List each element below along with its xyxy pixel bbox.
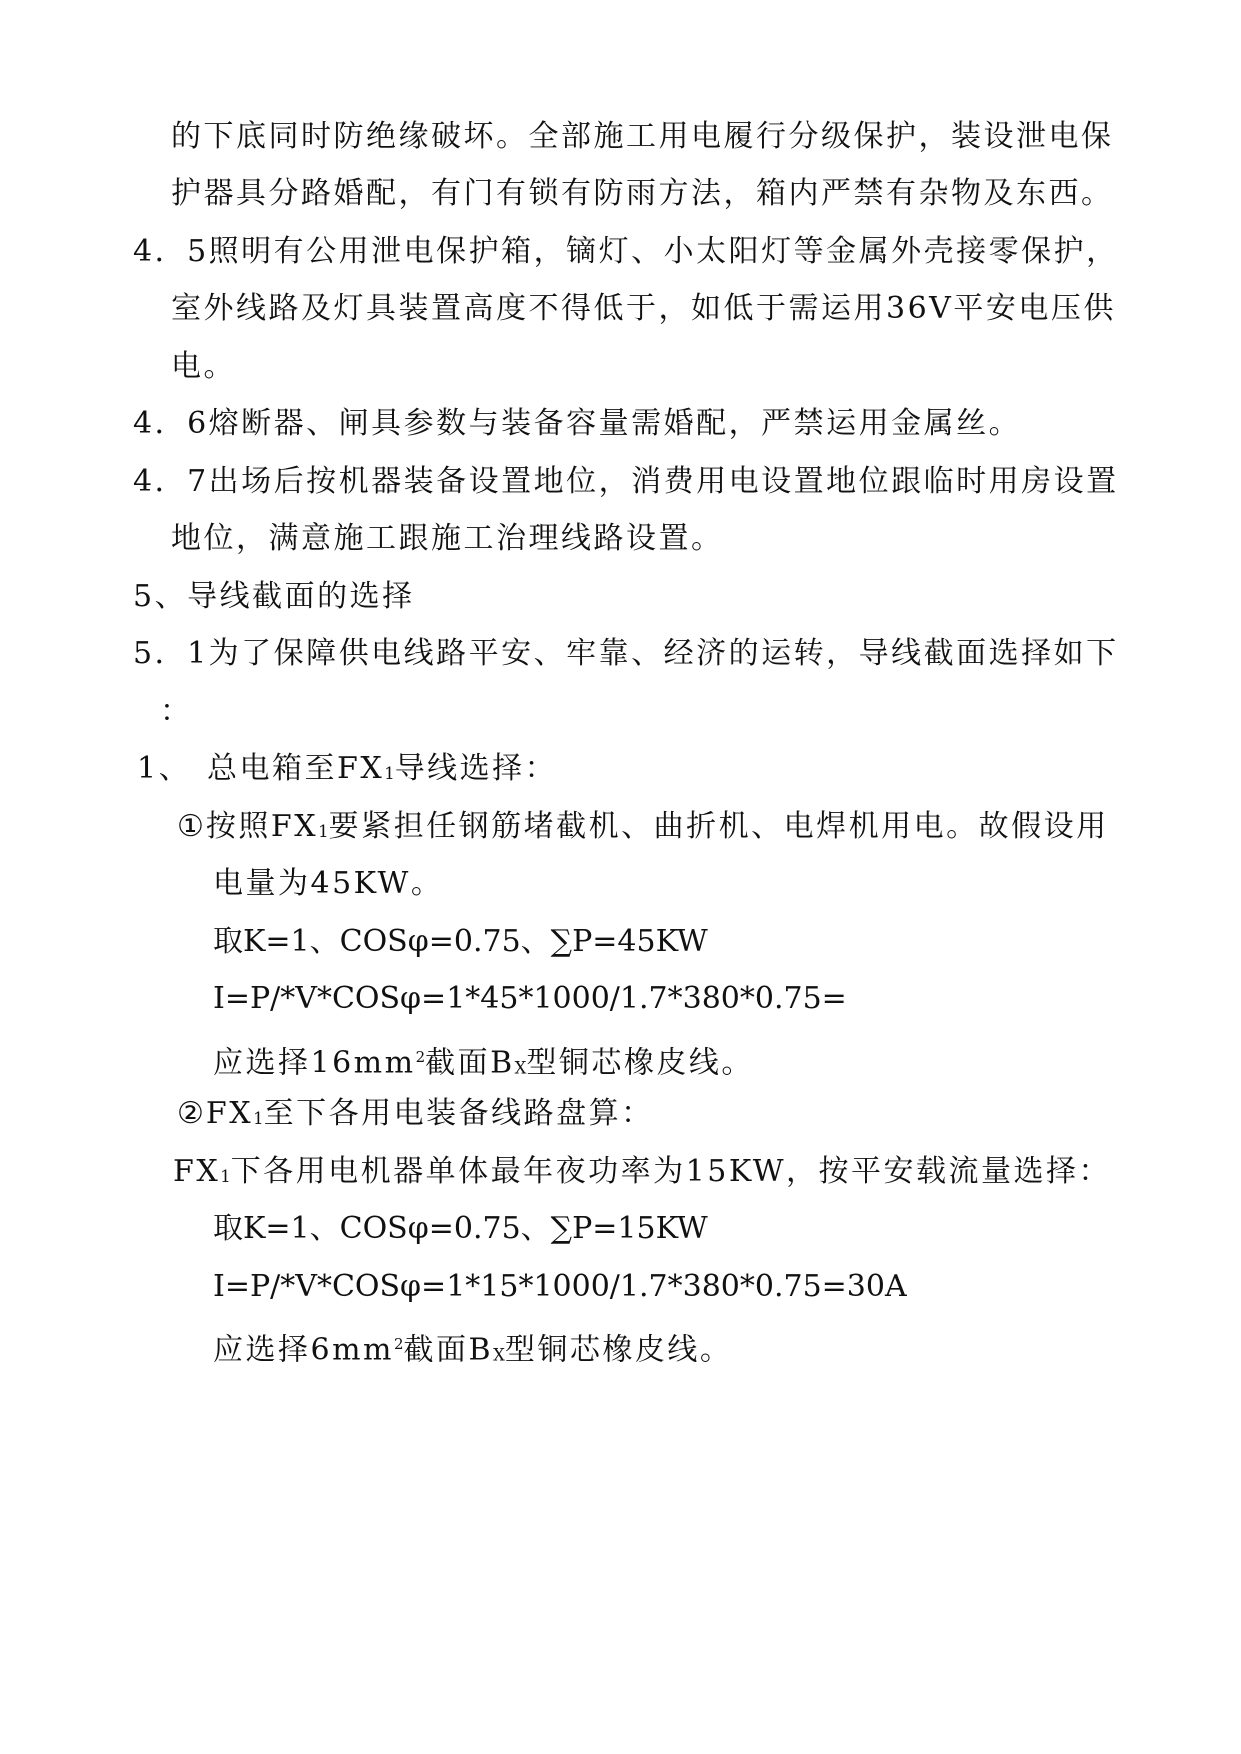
section-4-6-line: 4．6熔断器、闸具参数与装备容量需婚配，严禁运用金属丝。 bbox=[133, 406, 1022, 441]
circled-item-2: ②FX1至下各用电装备线路盘算： bbox=[177, 1096, 654, 1131]
circled-number: ② bbox=[177, 1096, 204, 1131]
formula-line: I=P/*V*COSφ=1*45*1000/1.7*380*0.75= bbox=[213, 981, 847, 1016]
section-5-1-line: 5．1为了保障供电线路平安、牢靠、经济的运转，导线截面选择如下 bbox=[133, 636, 1119, 671]
formula-line: 取K=1、COSφ=0.75、∑P=45KW bbox=[213, 924, 708, 959]
circled-number: ① bbox=[177, 809, 204, 844]
conclusion-line: 应选择$6mm^2$截面BX型铜芯橡皮线。 bbox=[213, 1332, 733, 1368]
paragraph-line: 电。 bbox=[171, 349, 236, 384]
paragraph-line: 地位，满意施工跟施工治理线路设置。 bbox=[171, 521, 724, 556]
paragraph-line: 室外线路及灯具装置高度不得低于，如低于需运用36V平安电压供 bbox=[171, 291, 1116, 326]
circled-item-1: ①按照FX1要紧担任钢筋堵截机、曲折机、电焊机用电。故假设用 bbox=[177, 809, 1109, 844]
item-1-number: 1、 bbox=[137, 751, 192, 786]
paragraph-line: 的下底同时防绝缘破坏。全部施工用电履行分级保护，装设泄电保 bbox=[171, 119, 1114, 154]
conclusion-line: 应选择$16mm^2$截面BX型铜芯橡皮线。 bbox=[213, 1045, 754, 1081]
paragraph-line: FX1下各用电机器单体最年夜功率为15KW，按平安载流量选择： bbox=[173, 1154, 1112, 1189]
paragraph-line: ： bbox=[160, 694, 193, 729]
paragraph-line: 电量为45KW。 bbox=[213, 866, 444, 901]
section-5-heading: 5、导线截面的选择 bbox=[133, 579, 415, 614]
item-1-heading: 总电箱至FX1导线选择： bbox=[207, 751, 558, 786]
section-4-5-line: 4．5照明有公用泄电保护箱，镝灯、小太阳灯等金属外壳接零保护， bbox=[133, 234, 1119, 269]
paragraph-line: 护器具分路婚配，有门有锁有防雨方法，箱内严禁有杂物及东西。 bbox=[171, 176, 1114, 211]
formula-line: 取K=1、COSφ=0.75、∑P=15KW bbox=[213, 1211, 708, 1246]
formula-line: I=P/*V*COSφ=1*15*1000/1.7*380*0.75=30A bbox=[213, 1269, 907, 1304]
section-4-7-line: 4．7出场后按机器装备设置地位，消费用电设置地位跟临时用房设置 bbox=[133, 464, 1119, 499]
